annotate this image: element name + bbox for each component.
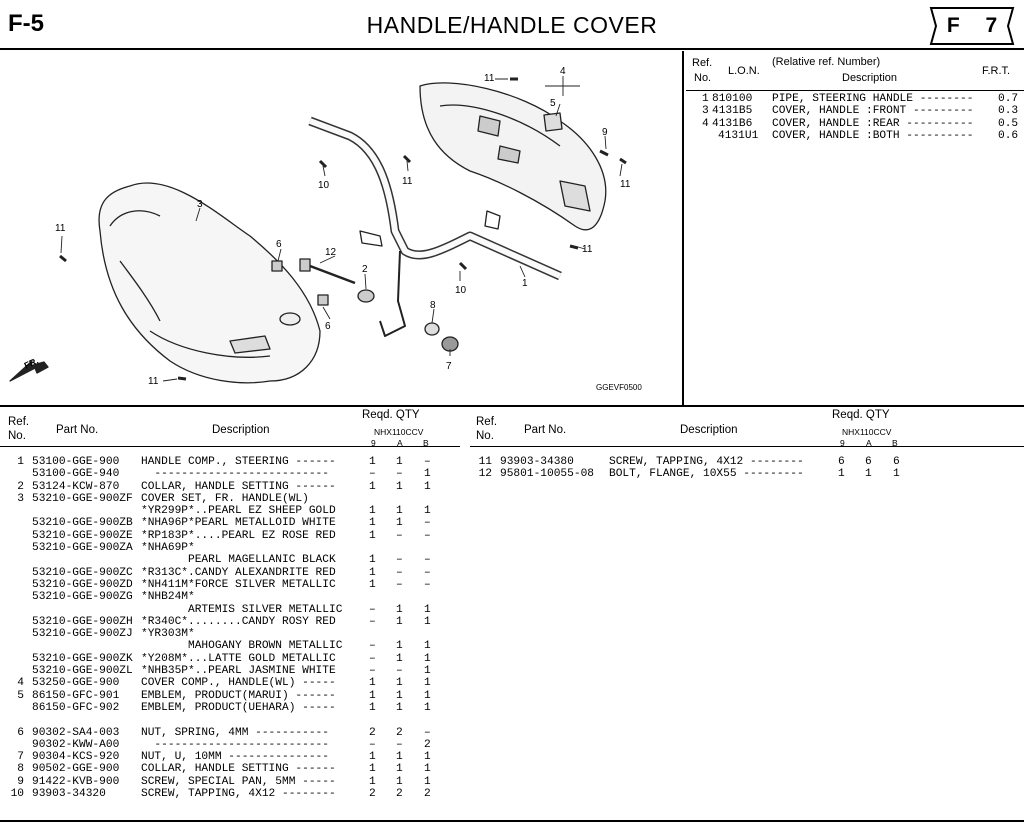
callout-10a: 10 bbox=[318, 180, 330, 191]
table-row bbox=[0, 530, 460, 542]
qty-a-cell: 1 bbox=[396, 701, 403, 714]
qty-b-cell: – bbox=[424, 517, 431, 530]
part-number-cell: 53210-GGE-900ZF bbox=[32, 492, 133, 505]
description-cell: -------------------------- bbox=[141, 738, 329, 751]
table-row bbox=[0, 702, 460, 714]
ref-cell: 7 bbox=[17, 751, 24, 764]
header-col-a: A bbox=[397, 438, 403, 448]
table-row bbox=[0, 542, 460, 554]
table-row bbox=[0, 468, 460, 480]
callout-6a: 6 bbox=[276, 239, 282, 250]
header-col-9: 9 bbox=[371, 438, 376, 448]
table-row bbox=[0, 788, 460, 800]
description-cell: COVER COMP., HANDLE(WL) ----- bbox=[141, 677, 336, 690]
qty-a-cell: – bbox=[396, 468, 403, 481]
description-cell: PEARL MAGELLANIC BLACK bbox=[141, 554, 336, 567]
part-number-cell: 93903-34380 bbox=[500, 456, 574, 468]
handle-cover-illustration bbox=[0, 51, 684, 405]
qty-b-cell: 1 bbox=[424, 652, 431, 665]
description-cell: *NHB24M* bbox=[141, 591, 195, 604]
table-row bbox=[0, 665, 460, 677]
part-number-cell: 53210-GGE-900ZG bbox=[32, 591, 133, 604]
header-description: Description bbox=[680, 424, 738, 436]
callout-8: 8 bbox=[430, 300, 436, 311]
part-number-cell: 86150-GFC-902 bbox=[32, 701, 120, 714]
table-row bbox=[0, 481, 460, 493]
description-cell: *R313C*.CANDY ALEXANDRITE RED bbox=[141, 566, 336, 579]
part-number-cell: 53210-GGE-900ZL bbox=[32, 665, 133, 678]
table-row bbox=[0, 554, 460, 566]
ref-cell: 1 bbox=[17, 456, 24, 468]
qty-b-cell: 2 bbox=[424, 738, 431, 751]
callout-5: 5 bbox=[550, 98, 556, 109]
table-row bbox=[0, 604, 460, 616]
qty-a-cell: 1 bbox=[396, 640, 403, 653]
figure-code-box bbox=[928, 6, 1016, 46]
description-cell: *R340C*........CANDY ROSY RED bbox=[141, 615, 336, 628]
qty-9-cell: 1 bbox=[369, 751, 376, 764]
header-col-b: B bbox=[892, 438, 898, 448]
description-cell: ARTEMIS SILVER METALLIC bbox=[141, 603, 343, 616]
table-row: 4131U1 COVER, HANDLE :BOTH ---------- 0.6 bbox=[718, 130, 1019, 143]
header-ref: Ref. bbox=[8, 416, 30, 428]
qty-9-cell: 1 bbox=[369, 701, 376, 714]
front-cover-shape bbox=[99, 183, 320, 383]
qty-b-cell: – bbox=[424, 554, 431, 567]
part-number-cell: 53210-GGE-900ZE bbox=[32, 529, 133, 542]
part-number-cell: 53210-GGE-900ZC bbox=[32, 566, 133, 579]
qty-b-cell: 1 bbox=[424, 468, 431, 481]
description-cell: NUT, U, 10MM --------------- bbox=[141, 751, 329, 764]
description-cell: EMBLEM, PRODUCT(MARUI) ------ bbox=[141, 689, 336, 702]
callout-12: 12 bbox=[325, 247, 337, 258]
qty-9-cell: – bbox=[369, 640, 376, 653]
table-row bbox=[0, 567, 460, 579]
section-code: F-5 bbox=[8, 10, 44, 37]
qty-9-cell: – bbox=[369, 468, 376, 481]
part-number-cell: 53210-GGE-900ZB bbox=[32, 517, 133, 530]
qty-9-cell: 1 bbox=[369, 775, 376, 788]
callout-4: 4 bbox=[560, 66, 566, 77]
table-row bbox=[0, 763, 460, 775]
table-row bbox=[0, 776, 460, 788]
description-cell: NUT, SPRING, 4MM ----------- bbox=[141, 726, 329, 739]
qty-9-cell: – bbox=[369, 615, 376, 628]
qty-b-cell: 1 bbox=[424, 677, 431, 690]
part-number-cell: 53100-GGE-940 bbox=[32, 468, 120, 481]
qty-a-cell: – bbox=[396, 665, 403, 678]
callout-11f: 11 bbox=[148, 376, 159, 387]
ref-cell: 12 bbox=[478, 468, 492, 481]
qty-9-cell: 6 bbox=[838, 456, 845, 468]
callout-7: 7 bbox=[446, 361, 452, 372]
qty-a-cell: – bbox=[396, 566, 403, 579]
callout-9: 9 bbox=[602, 127, 608, 138]
qty-9-cell: – bbox=[369, 738, 376, 751]
part-number-cell: 53124-KCW-870 bbox=[32, 480, 120, 493]
table-row bbox=[470, 468, 1024, 480]
page-header bbox=[0, 0, 1024, 50]
header-no: No. bbox=[476, 430, 494, 442]
header-no: No. bbox=[8, 430, 26, 442]
direction-label: FR. bbox=[22, 355, 40, 371]
part-number-cell: 53100-GGE-900 bbox=[32, 456, 120, 468]
labor-time-table bbox=[686, 51, 1024, 405]
qty-a-cell: 2 bbox=[396, 788, 403, 801]
header-ref: Ref. bbox=[692, 57, 713, 69]
qty-a-cell: – bbox=[396, 529, 403, 542]
header-lon: L.O.N. bbox=[728, 65, 760, 77]
description-cell: *YR299P*..PEARL EZ SHEEP GOLD bbox=[141, 505, 336, 518]
qty-b-cell: – bbox=[424, 566, 431, 579]
table-row bbox=[0, 690, 460, 702]
qty-b-cell: 1 bbox=[424, 640, 431, 653]
callout-11b: 11 bbox=[402, 176, 413, 187]
description-cell: *NHA69P* bbox=[141, 542, 195, 555]
description-cell: BOLT, FLANGE, 10X55 --------- bbox=[609, 468, 804, 481]
bottom-border bbox=[0, 820, 1024, 822]
table-row: 4 4131B6 COVER, HANDLE :REAR ---------- 0.5 bbox=[702, 117, 1019, 130]
qty-b-cell: 1 bbox=[893, 468, 900, 481]
description-cell: SCREW, TAPPING, 4X12 -------- bbox=[609, 456, 804, 468]
table-row bbox=[0, 751, 460, 763]
parts-list-right bbox=[470, 456, 1024, 481]
header-part-no: Part No. bbox=[56, 424, 99, 436]
parts-list-header-left bbox=[0, 407, 460, 447]
description-cell: COLLAR, HANDLE SETTING ------ bbox=[141, 480, 336, 493]
qty-a-cell: 1 bbox=[396, 603, 403, 616]
qty-9-cell: 1 bbox=[369, 554, 376, 567]
description-cell: HANDLE COMP., STEERING ------ bbox=[141, 456, 336, 468]
header-reqd-qty: Reqd. QTY bbox=[832, 409, 890, 421]
ref-cell: 4 bbox=[17, 677, 24, 690]
header-col-a: A bbox=[866, 438, 872, 448]
qty-9-cell: – bbox=[369, 603, 376, 616]
qty-b-cell: 1 bbox=[424, 505, 431, 518]
qty-b-cell: – bbox=[424, 456, 431, 468]
table-row bbox=[0, 628, 460, 640]
ref-cell: 9 bbox=[17, 775, 24, 788]
part-number-cell: 93903-34320 bbox=[32, 788, 106, 801]
header-col-b: B bbox=[423, 438, 429, 448]
qty-a-cell: 1 bbox=[396, 480, 403, 493]
table-row: 1 810100 PIPE, STEERING HANDLE -------- 0.7 bbox=[702, 93, 1019, 105]
part-number-cell: 53250-GGE-900 bbox=[32, 677, 120, 690]
qty-a-cell: – bbox=[396, 554, 403, 567]
labor-time-rows bbox=[688, 93, 1022, 143]
qty-b-cell: 6 bbox=[893, 456, 900, 468]
qty-a-cell: 1 bbox=[396, 775, 403, 788]
description-cell: SCREW, SPECIAL PAN, 5MM ----- bbox=[141, 775, 336, 788]
part-number-cell: 91422-KVB-900 bbox=[32, 775, 120, 788]
table-row bbox=[0, 727, 460, 739]
description-cell: COVER SET, FR. HANDLE(WL) bbox=[141, 492, 309, 505]
part-number-cell: 90502-GGE-900 bbox=[32, 763, 120, 776]
qty-b-cell: – bbox=[424, 529, 431, 542]
table-row bbox=[0, 579, 460, 591]
header-col-9: 9 bbox=[840, 438, 845, 448]
qty-9-cell: – bbox=[369, 665, 376, 678]
table-row bbox=[0, 677, 460, 689]
callout-11e: 11 bbox=[582, 244, 593, 255]
header-part-no: Part No. bbox=[524, 424, 567, 436]
ref-cell: 10 bbox=[10, 788, 24, 801]
part-number-cell: 53210-GGE-900ZD bbox=[32, 578, 133, 591]
qty-b-cell: 1 bbox=[424, 480, 431, 493]
qty-b-cell: 1 bbox=[424, 689, 431, 702]
header-model: NHX110CCV bbox=[842, 427, 892, 437]
ref-cell: 11 bbox=[478, 456, 492, 468]
qty-b-cell: – bbox=[424, 726, 431, 739]
qty-a-cell: 1 bbox=[396, 456, 403, 468]
qty-a-cell: 1 bbox=[396, 751, 403, 764]
description-cell: *Y208M*...LATTE GOLD METALLIC bbox=[141, 652, 336, 665]
callout-1: 1 bbox=[522, 278, 528, 289]
callout-10b: 10 bbox=[455, 285, 467, 296]
ref-cell: 2 bbox=[17, 480, 24, 493]
qty-9-cell: 1 bbox=[369, 517, 376, 530]
part-number-cell: 90302-KWW-A00 bbox=[32, 738, 120, 751]
description-cell: MAHOGANY BROWN METALLIC bbox=[141, 640, 343, 653]
qty-a-cell: 1 bbox=[396, 763, 403, 776]
part-number-cell: 95801-10055-08 bbox=[500, 468, 594, 481]
header-relative: (Relative ref. Number) bbox=[772, 56, 881, 68]
qty-b-cell: 1 bbox=[424, 615, 431, 628]
description-cell: SCREW, TAPPING, 4X12 -------- bbox=[141, 788, 336, 801]
qty-9-cell: 1 bbox=[369, 677, 376, 690]
table-row bbox=[470, 456, 1024, 468]
description-cell: -------------------------- bbox=[141, 468, 329, 481]
qty-a-cell: 1 bbox=[396, 615, 403, 628]
qty-9-cell: 2 bbox=[369, 788, 376, 801]
qty-b-cell: 1 bbox=[424, 701, 431, 714]
qty-9-cell: – bbox=[369, 652, 376, 665]
qty-9-cell: 1 bbox=[838, 468, 845, 481]
table-row bbox=[0, 739, 460, 751]
qty-a-cell: 1 bbox=[396, 689, 403, 702]
callout-11a: 11 bbox=[484, 73, 495, 84]
part-number-cell: 90302-SA4-003 bbox=[32, 726, 120, 739]
table-row bbox=[0, 505, 460, 517]
qty-a-cell: – bbox=[396, 578, 403, 591]
qty-9-cell: 1 bbox=[369, 505, 376, 518]
table-row: 3 4131B5 COVER, HANDLE :FRONT --------- 0.3 bbox=[702, 105, 1019, 118]
callout-2: 2 bbox=[362, 264, 368, 275]
qty-9-cell: 1 bbox=[369, 763, 376, 776]
qty-a-cell: – bbox=[396, 738, 403, 751]
table-row bbox=[0, 517, 460, 529]
ref-cell: 6 bbox=[17, 726, 24, 739]
qty-a-cell: 2 bbox=[396, 726, 403, 739]
exploded-diagram bbox=[0, 51, 684, 405]
qty-9-cell: 1 bbox=[369, 566, 376, 579]
qty-b-cell: – bbox=[424, 578, 431, 591]
header-reqd-qty: Reqd. QTY bbox=[362, 409, 420, 421]
table-row bbox=[0, 616, 460, 628]
parts-list-left bbox=[0, 456, 460, 800]
part-number-cell: 53210-GGE-900ZK bbox=[32, 652, 133, 665]
description-cell: *YR303M* bbox=[141, 628, 195, 641]
ref-cell: 3 bbox=[17, 492, 24, 505]
qty-b-cell: 1 bbox=[424, 603, 431, 616]
callout-11d: 11 bbox=[55, 223, 66, 234]
page-title: HANDLE/HANDLE COVER bbox=[366, 12, 658, 38]
description-cell: COLLAR, HANDLE SETTING ------ bbox=[141, 763, 336, 776]
qty-a-cell: 1 bbox=[396, 677, 403, 690]
part-number-cell: 90304-KCS-920 bbox=[32, 751, 120, 764]
qty-9-cell: 1 bbox=[369, 689, 376, 702]
qty-9-cell: 1 bbox=[369, 456, 376, 468]
description-cell: *NHB35P*..PEARL JASMINE WHITE bbox=[141, 665, 336, 678]
description-cell: *NHA96P*PEARL METALLOID WHITE bbox=[141, 517, 336, 530]
table-row bbox=[0, 456, 460, 468]
table-row bbox=[0, 591, 460, 603]
qty-a-cell: 6 bbox=[865, 456, 872, 468]
part-number-cell: 86150-GFC-901 bbox=[32, 689, 120, 702]
description-cell: EMBLEM, PRODUCT(UEHARA) ----- bbox=[141, 701, 336, 714]
header-frt: F.R.T. bbox=[982, 65, 1011, 77]
qty-9-cell: 1 bbox=[369, 529, 376, 542]
row-spacer bbox=[0, 714, 460, 726]
qty-a-cell: 1 bbox=[396, 517, 403, 530]
qty-a-cell: 1 bbox=[865, 468, 872, 481]
header-description: Description bbox=[212, 424, 270, 436]
part-number-cell: 53210-GGE-900ZJ bbox=[32, 628, 133, 641]
qty-9-cell: 1 bbox=[369, 578, 376, 591]
illustration-code: GGEVF0500 bbox=[596, 383, 642, 392]
qty-b-cell: 1 bbox=[424, 751, 431, 764]
table-row bbox=[0, 653, 460, 665]
qty-a-cell: 1 bbox=[396, 652, 403, 665]
labor-time-table-header bbox=[686, 51, 1024, 91]
qty-9-cell: 2 bbox=[369, 726, 376, 739]
qty-b-cell: 1 bbox=[424, 775, 431, 788]
header-description: Description bbox=[842, 72, 898, 84]
ref-cell: 8 bbox=[17, 763, 24, 776]
header-model: NHX110CCV bbox=[374, 427, 424, 437]
figure-code: F 7 bbox=[946, 14, 1008, 37]
qty-b-cell: 1 bbox=[424, 763, 431, 776]
parts-list-header-right bbox=[470, 407, 1024, 447]
qty-b-cell: 2 bbox=[424, 788, 431, 801]
callout-3: 3 bbox=[197, 199, 203, 210]
table-row bbox=[0, 493, 460, 505]
description-cell: *RP183P*....PEARL EZ ROSE RED bbox=[141, 529, 336, 542]
description-cell: *NH411M*FORCE SILVER METALLIC bbox=[141, 578, 336, 591]
qty-b-cell: 1 bbox=[424, 665, 431, 678]
header-no: No. bbox=[694, 72, 712, 84]
part-number-cell: 53210-GGE-900ZH bbox=[32, 615, 133, 628]
qty-9-cell: 1 bbox=[369, 480, 376, 493]
qty-a-cell: 1 bbox=[396, 505, 403, 518]
header-ref: Ref. bbox=[476, 416, 498, 428]
table-row bbox=[0, 640, 460, 652]
part-number-cell: 53210-GGE-900ZA bbox=[32, 542, 133, 555]
callout-6b: 6 bbox=[325, 321, 331, 332]
callout-11c: 11 bbox=[620, 179, 631, 190]
ref-cell: 5 bbox=[17, 689, 24, 702]
